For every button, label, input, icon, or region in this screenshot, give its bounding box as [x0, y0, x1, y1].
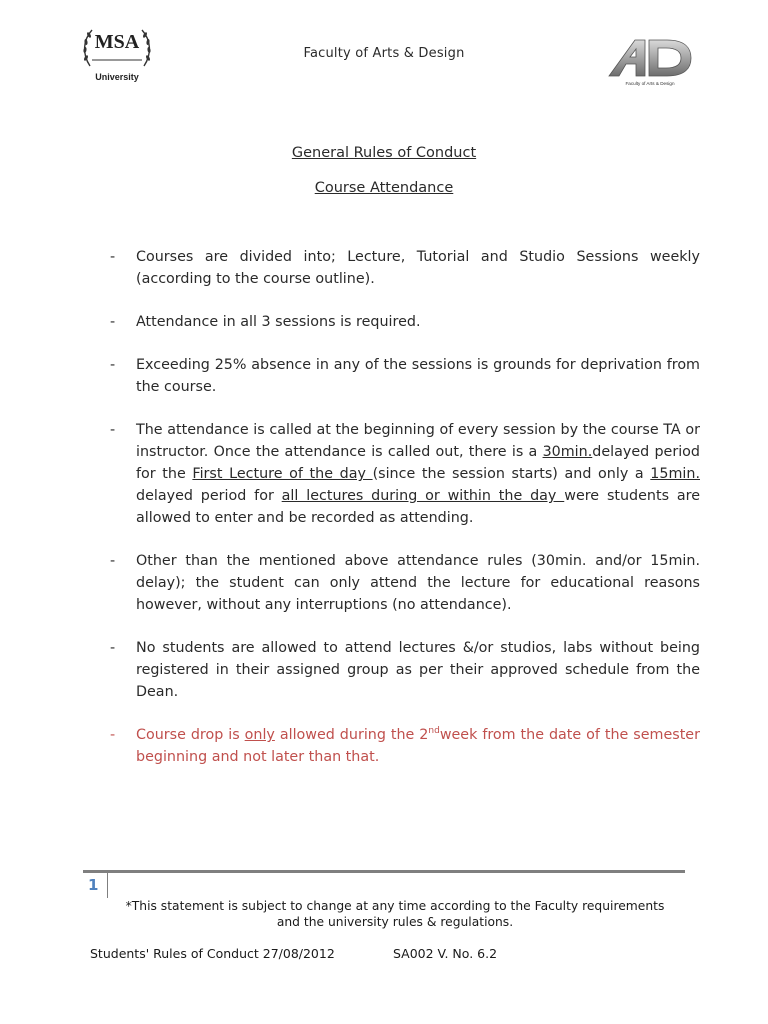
ordinal-superscript: nd	[428, 726, 440, 737]
bullet-dash: -	[110, 249, 116, 265]
rule-text	[136, 419, 700, 529]
faculty-header-title: Faculty of Arts & Design	[303, 46, 465, 61]
rule-text-segment: week from the date of the semester beginning and not later than that.	[136, 727, 700, 765]
rule-text-segment: delayed period for the	[136, 444, 701, 482]
page-number: 1	[88, 876, 99, 894]
page-number-divider	[107, 873, 108, 898]
footnote	[100, 898, 690, 930]
footnote-line-1: *This statement is subject to change at any time according to the Faculty requirements	[125, 899, 665, 913]
document-subtitle: Course Attendance	[314, 180, 454, 196]
document-title: General Rules of Conduct	[291, 145, 477, 161]
underlined-only: only	[244, 727, 275, 743]
rule-text-segment: (since the session starts) and only a	[372, 466, 651, 482]
rule-text: Other than the mentioned above attendance rules (30min. and/or 15min. delay); the student can only attend the lecture for educational reasons however, without any interruptions (no attendance).	[136, 553, 700, 613]
bullet-dash: -	[110, 640, 116, 656]
rule-text: Courses are divided into; Lecture, Tutorial and Studio Sessions weekly (according to the course outline).	[136, 249, 700, 287]
rules-list	[110, 246, 700, 789]
rule-text: Attendance in all 3 sessions is required.	[136, 314, 421, 330]
bullet-dash: -	[110, 553, 116, 569]
underlined-first-lecture: First Lecture of the day	[192, 466, 373, 482]
bullet-dash: -	[110, 422, 116, 438]
ad-logo-caption: Faculty of Arts & Design	[625, 81, 675, 86]
rule-item	[110, 246, 700, 290]
bullet-dash: -	[110, 314, 116, 330]
footer-divider	[83, 870, 685, 873]
rule-item-course-drop	[110, 724, 700, 768]
rule-item	[110, 419, 700, 529]
msa-logo-subtext: University	[95, 72, 139, 82]
rule-text-segment: Course drop is	[136, 727, 245, 743]
bullet-dash: -	[110, 357, 116, 373]
underlined-all-lectures: all lectures during or within the day	[281, 488, 565, 504]
rule-text: Exceeding 25% absence in any of the sessions is grounds for deprivation from the course.	[136, 357, 700, 395]
footnote-line-2: and the university rules & regulations.	[276, 915, 514, 929]
rule-item	[110, 550, 700, 616]
underlined-15min: 15min.	[650, 466, 700, 482]
rule-text: No students are allowed to attend lectures &/or studios, labs without being registered in their assigned group as per their approved schedule from the Dean.	[136, 640, 700, 700]
rule-item	[110, 311, 700, 333]
rule-text-segment: were students are allowed to enter and be recorded as attending.	[136, 488, 701, 526]
rule-text-segment: delayed period for	[136, 488, 282, 504]
msa-logo-text: MSA	[94, 31, 140, 53]
rule-text	[136, 724, 700, 768]
rule-text-segment: allowed during the 2	[274, 727, 429, 743]
rule-item	[110, 637, 700, 703]
footer-document-version: SA002 V. No. 6.2	[393, 946, 498, 961]
footer-document-title: Students' Rules of Conduct 27/08/2012	[90, 946, 335, 961]
rule-item	[110, 354, 700, 398]
faculty-ad-logo	[605, 36, 695, 90]
rule-text-segment: The attendance is called at the beginning of every session by the course TA or instructor. Once the attendance is called out, there is a	[136, 422, 700, 460]
underlined-30min: 30min.	[542, 444, 593, 460]
bullet-dash: -	[110, 727, 116, 743]
